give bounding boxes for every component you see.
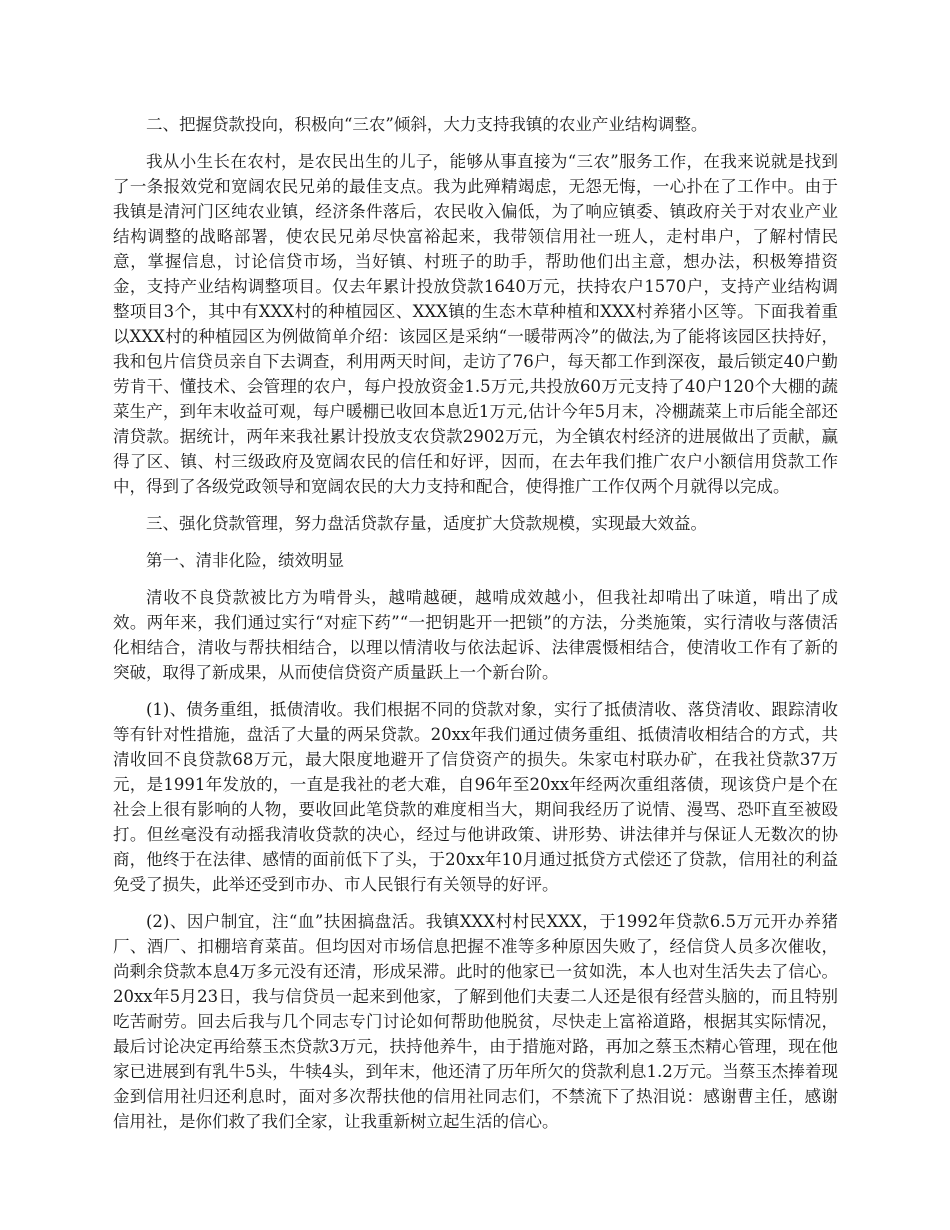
document-body	[113, 112, 838, 1146]
paragraph-debt-restructuring: (1)、债务重组，抵债清收。我们根据不同的贷款对象，实行了抵债清收、落贷清收、跟踪清收等有针对性措施，盘活了大量的两呆贷款。20xx年我们通过债务重组、抵债清收相结合的方式，共清收回不良贷款68万元，最大限度地避开了信贷资产的损失。朱家屯村联办矿，在我社贷款37万元，是1991年发放的，一直是我社的老大难，自96年至20xx年经两次重组落债，现该贷户是个在社会上很有影响的人物，要收回此笔贷款的难度相当大，期间我经历了说情、漫骂、恐吓直至被殴打。但丝毫没有动摇我清收贷款的决心，经过与他讲政策、讲形势、讲法律并与保证人无数次的协商，他终于在法律、感情的面前低下了头，于20xx年10月通过抵贷方式偿还了贷款，信用社的利益免受了损失，此举还受到市办、市人民银行有关领导的好评。	[113, 700, 838, 894]
section-heading-three: 三、强化贷款管理，努力盘活贷款存量，适度扩大贷款规模，实现最大效益。	[146, 514, 707, 533]
paragraph-bad-loan-collection: 清收不良贷款被比方为啃骨头，越啃越硬，越啃成效越小，但我社却啃出了味道，啃出了成效。两年来，我们通过实行“对症下药”“一把钥匙开一把锁”的方法，分类施策，实行清收与落债活化相结合，清收与帮扶相结合，以理以情清收与依法起诉、法律震慑相结合，使清收工作有了新的突破，取得了新成果，从而使信贷资产质量跃上一个新台阶。	[113, 588, 838, 682]
paragraph-agriculture-support: 我从小生长在农村，是农民出生的儿子，能够从事直接为“三农”服务工作，在我来说就是找到了一条报效党和宽阔农民兄弟的最佳支点。我为此殚精竭虑，无怨无悔，一心扑在了工作中。由于我镇是清河门区纯农业镇，经济条件落后，农民收入偏低，为了响应镇委、镇政府关于对农业产业结构调整的战略部署，使农民兄弟尽快富裕起来，我带领信用社一班人，走村串户，了解村情民意，掌握信息，讨论信贷市场，当好镇、村班子的助手，帮助他们出主意，想办法，积极筹措资金，支持产业结构调整项目。仅去年累计投放贷款1640万元，扶持农户1570户，支持产业结构调整项目3个，其中有XXX村的种植园区、XXX镇的生态木草种植和XXX村养猪小区等。下面我着重以XXX村的种植园区为例做简单介绍：该园区是采纳“一暖带两冷”的做法,为了能将该园区扶持好，我和包片信贷员亲自下去调查，利用两天时间，走访了76户，每天都工作到深夜，最后锁定40户勤劳肯干、懂技术、会管理的农户，每户投放资金1.5万元,共投放60万元支持了40户120个大棚的蔬菜生产，到年末收益可观，每户暖棚已收回本息近1万元,估计今年5月末，冷棚蔬菜上市后能全部还清贷款。据统计，两年来我社累计投放支农贷款2902万元，为全镇农村经济的进展做出了贡献，赢得了区、镇、村三级政府及宽阔农民的信任和好评，因而，在去年我们推广农户小额信用贷款工作中，得到了各级党政领导和宽阔农民的大力支持和配合，使得推广工作仅两个月就得以完成。	[113, 152, 838, 496]
paragraph-household-assistance: (2)、因户制宜，注“血”扶困搞盘活。我镇XXX村村民XXX，于1992年贷款6.5万元开办养猪厂、酒厂、扣棚培育菜苗。但均因对市场信息把握不准等多种原因失败了，经信贷人员多次催收，尚剩余贷款本息4万多元没有还清，形成呆滞。此时的他家已一贫如洗，本人也对生活失去了信心。20xx年5月23日，我与信贷员一起来到他家，了解到他们夫妻二人还是很有经营头脑的，而且特别吃苦耐劳。回去后我与几个同志专门讨论如何帮助他脱贫，尽快走上富裕道路，根据其实际情况，最后讨论决定再给蔡玉杰贷款3万元，扶持他养牛，由于措施对路，再加之蔡玉杰精心管理，现在他家已进展到有乳牛5头，牛犊4头，到年末，他还清了历年所欠的贷款利息1.2万元。当蔡玉杰捧着现金到信用社归还利息时，面对多次帮扶他的信用社同志们，不禁流下了热泪说：感谢曹主任，感谢信用社，是你们救了我们全家，让我重新树立起生活的信心。	[113, 912, 838, 1131]
section-heading-two: 二、把握贷款投向，积极向“三农”倾斜，大力支持我镇的农业产业结构调整。	[146, 115, 708, 134]
subheading-first: 第一、清非化险，绩效明显	[146, 551, 344, 570]
